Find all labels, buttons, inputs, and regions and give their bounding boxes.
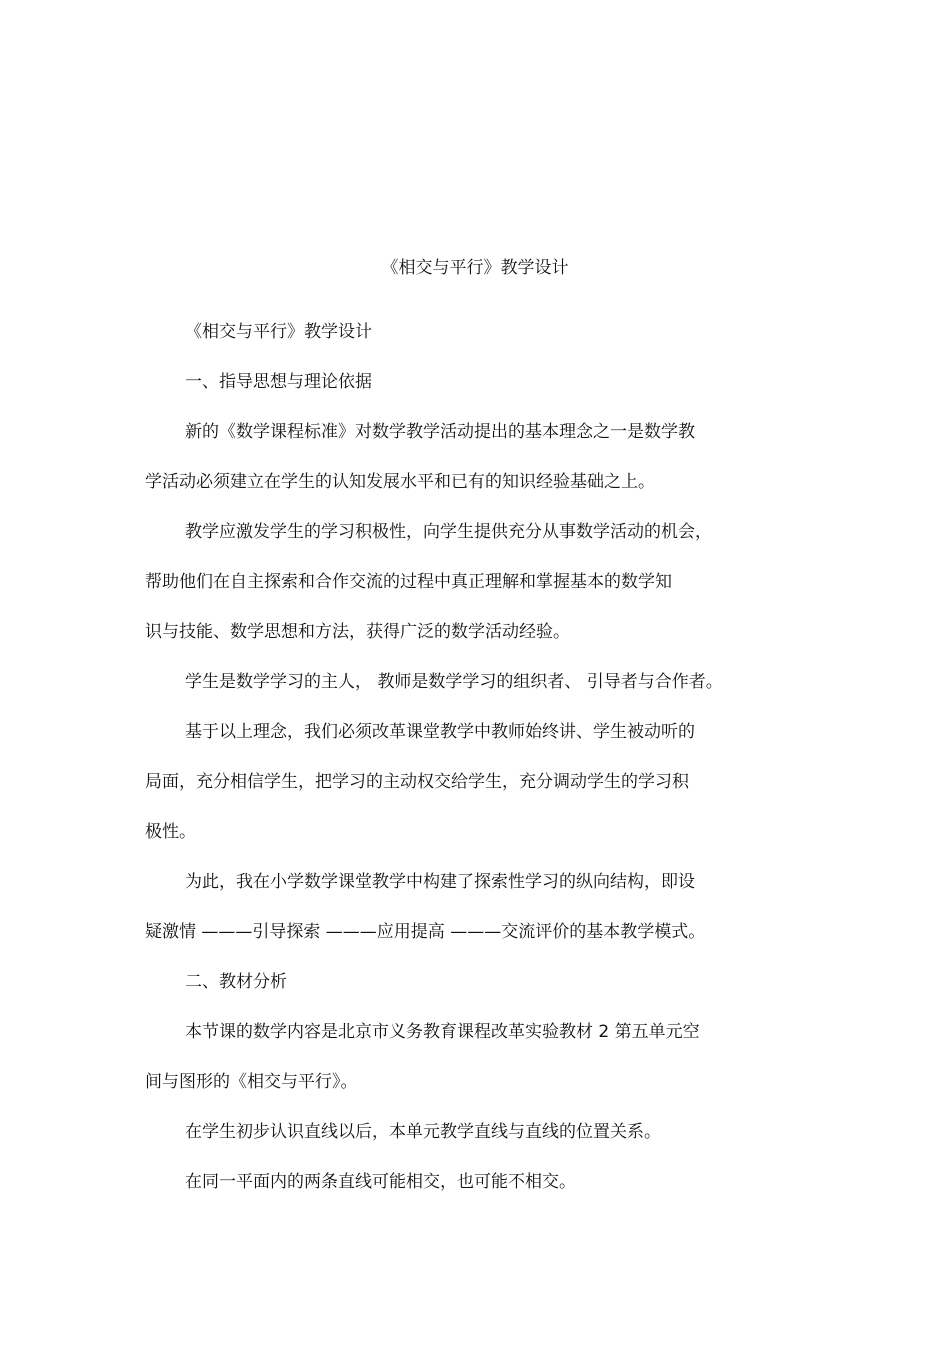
paragraph-line: 基于以上理念，我们必须改革课堂教学中教师始终讲、学生被动听的 bbox=[185, 722, 695, 742]
paragraph-line: 在同一平面内的两条直线可能相交，也可能不相交。 bbox=[185, 1172, 576, 1192]
paragraph-line: 极性。 bbox=[145, 822, 196, 842]
section-heading-1: 一、指导思想与理论依据 bbox=[185, 372, 372, 392]
paragraph-line: 学活动必须建立在学生的认知发展水平和已有的知识经验基础之上。 bbox=[145, 472, 655, 492]
paragraph-line: 识与技能、数学思想和方法，获得广泛的数学活动经验。 bbox=[145, 622, 570, 642]
paragraph-line: 新的《数学课程标准》对数学教学活动提出的基本理念之一是数学教 bbox=[185, 422, 695, 442]
section-heading-2: 二、教材分析 bbox=[185, 972, 287, 992]
paragraph-line: 间与图形的《相交与平行》。 bbox=[145, 1072, 358, 1092]
paragraph-line: 学生是数学学习的主人， 教师是数学学习的组织者、 引导者与合作者。 bbox=[185, 672, 723, 692]
paragraph-line: 疑激情 ———引导探索 ———应用提高 ———交流评价的基本教学模式。 bbox=[145, 922, 706, 942]
paragraph-line: 教学应激发学生的学习积极性，向学生提供充分从事数学活动的机会， bbox=[185, 522, 712, 542]
subtitle-line: 《相交与平行》教学设计 bbox=[185, 322, 372, 342]
paragraph-line: 局面，充分相信学生，把学习的主动权交给学生，充分调动学生的学习积 bbox=[145, 772, 689, 792]
paragraph-line: 本节课的数学内容是北京市义务教育课程改革实验教材 2 第五单元空 bbox=[185, 1022, 700, 1042]
paragraph-line: 帮助他们在自主探索和合作交流的过程中真正理解和掌握基本的数学知 bbox=[145, 572, 672, 592]
paragraph-line: 为此，我在小学数学课堂教学中构建了探索性学习的纵向结构，即设 bbox=[185, 872, 695, 892]
document-title: 《相交与平行》教学设计 bbox=[381, 258, 569, 278]
paragraph-line: 在学生初步认识直线以后，本单元教学直线与直线的位置关系。 bbox=[185, 1122, 661, 1142]
